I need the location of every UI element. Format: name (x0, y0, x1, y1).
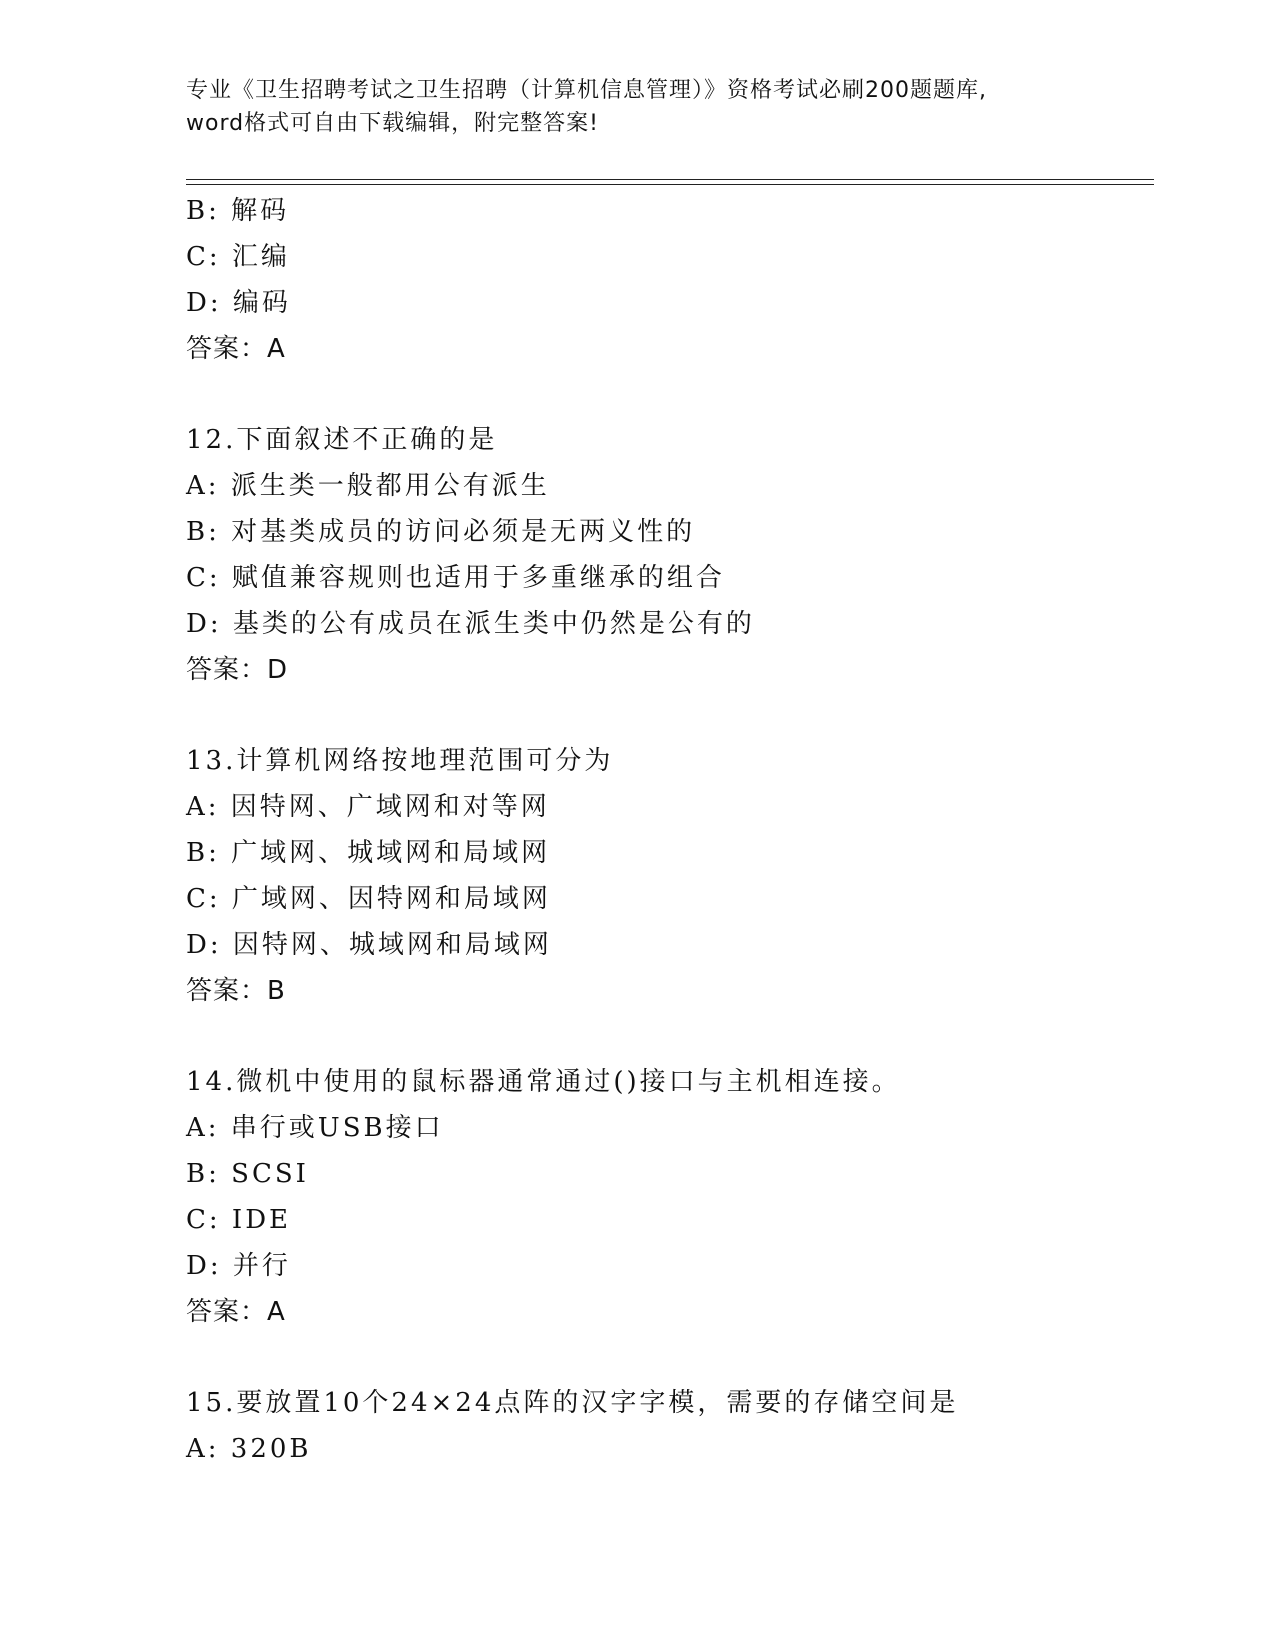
question-12 (186, 417, 1146, 693)
header-line-2: word格式可自由下载编辑，附完整答案! (186, 111, 599, 136)
question-13 (186, 738, 1146, 1014)
option-b: B: 解码 (186, 196, 290, 226)
option-b: B: 对基类成员的访问必须是无两义性的 (186, 517, 696, 547)
answer: 答案：A (186, 334, 286, 364)
document-header (186, 74, 1086, 140)
option-c: C: IDE (186, 1205, 292, 1235)
question-gap (186, 1335, 1146, 1380)
option-b: B: 广域网、城域网和局域网 (186, 838, 551, 868)
question-text: 14.微机中使用的鼠标器通常通过()接口与主机相连接。 (186, 1067, 901, 1097)
question-text: 13.计算机网络按地理范围可分为 (186, 746, 614, 776)
option-c: C: 汇编 (186, 242, 290, 272)
question-gap (186, 1014, 1146, 1059)
question-gap (186, 693, 1146, 738)
option-a: A: 派生类一般都用公有派生 (186, 471, 550, 501)
answer: 答案：B (186, 976, 286, 1006)
answer: 答案：A (186, 1297, 286, 1327)
header-divider-top (186, 179, 1154, 180)
question-15 (186, 1380, 1146, 1472)
option-a: A: 因特网、广域网和对等网 (186, 792, 550, 822)
option-b: B: SCSI (186, 1159, 309, 1189)
option-d: D: 编码 (186, 288, 291, 318)
question-text: 12.下面叙述不正确的是 (186, 425, 498, 455)
option-c: C: 赋值兼容规则也适用于多重继承的组合 (186, 563, 725, 593)
option-d: D: 因特网、城域网和局域网 (186, 930, 552, 960)
question-list (186, 188, 1146, 1472)
option-a: A: 320B (186, 1434, 312, 1464)
option-d: D: 基类的公有成员在派生类中仍然是公有的 (186, 609, 755, 639)
option-a: A: 串行或USB接口 (186, 1113, 444, 1143)
question-gap (186, 372, 1146, 417)
answer: 答案：D (186, 655, 289, 685)
question-11-tail (186, 188, 1146, 372)
header-divider-bottom (186, 184, 1154, 185)
option-c: C: 广域网、因特网和局域网 (186, 884, 551, 914)
header-line-1: 专业《卫生招聘考试之卫生招聘（计算机信息管理）》资格考试必刷200题题库, (186, 78, 987, 103)
question-text: 15.要放置10个24×24点阵的汉字字模，需要的存储空间是 (186, 1388, 959, 1418)
option-d: D: 并行 (186, 1251, 291, 1281)
question-14 (186, 1059, 1146, 1335)
